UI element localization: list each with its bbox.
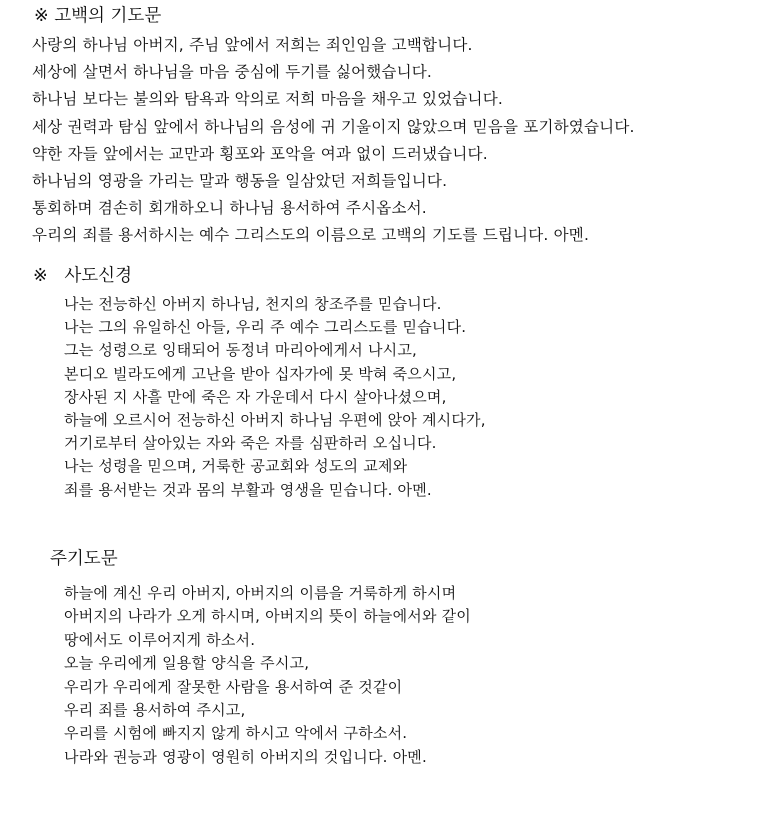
creed-title: 사도신경 (64, 266, 132, 286)
creed-line: 그는 성령으로 잉태되어 동정녀 마리아에게서 나시고, (64, 341, 417, 360)
confession-line: 사랑의 하나님 아버지, 주님 앞에서 저희는 죄인임을 고백합니다. (32, 36, 473, 54)
prayer-title: 주기도문 (50, 549, 118, 569)
confession-line: 하나님의 영광을 가리는 말과 행동을 일삼았던 저희들입니다. (32, 171, 448, 190)
confession-lines (32, 33, 635, 251)
prayer-heading (50, 548, 118, 570)
confession-line: 하나님 보다는 불의와 탐욕과 악의로 저희 마음을 채우고 있었습니다. (32, 90, 503, 109)
confession-line: 우리의 죄를 용서하시는 예수 그리스도의 이름으로 고백의 기도를 드립니다. 아멘. (32, 226, 590, 245)
confession-title: 고백의 기도문 (54, 6, 162, 26)
creed-line: 본디오 빌라도에게 고난을 받아 십자가에 못 박혀 죽으시고, (64, 364, 457, 383)
creed-line: 나는 성령을 믿으며, 거룩한 공교회와 성도의 교제와 (64, 457, 408, 476)
confession-line: 세상에 살면서 하나님을 마음 중심에 두기를 싫어했습니다. (32, 63, 433, 82)
creed-lines (64, 293, 486, 502)
prayer-line: 우리 죄를 용서하여 주시고, (64, 700, 246, 719)
creed-line: 죄를 용서받는 것과 몸의 부활과 영생을 믿습니다. 아멘. (64, 480, 432, 499)
creed-line: 거기로부터 살아있는 자와 죽은 자를 심판하러 오십니다. (64, 434, 437, 453)
prayer-line: 나라와 권능과 영광이 영원히 아버지의 것입니다. 아멘. (64, 747, 427, 766)
prayer-lines (64, 582, 471, 769)
reference-mark-icon: ※ (34, 6, 49, 26)
confession-line: 통회하며 겸손히 회개하오니 하나님 용서하여 주시옵소서. (32, 199, 427, 218)
creed-line: 나는 전능하신 아버지 하나님, 천지의 창조주를 믿습니다. (64, 295, 442, 313)
prayer-line: 우리가 우리에게 잘못한 사람을 용서하여 준 것같이 (64, 677, 403, 696)
creed-heading (33, 265, 132, 287)
confession-line: 세상 권력과 탐심 앞에서 하나님의 음성에 귀 기울이지 않았으며 믿음을 포기하였습니다. (32, 117, 635, 136)
prayer-line: 아버지의 나라가 오게 하시며, 아버지의 뜻이 하늘에서와 같이 (64, 607, 471, 626)
prayer-line: 우리를 시험에 빠지지 않게 하시고 악에서 구하소서. (64, 724, 408, 743)
reference-mark-icon: ※ (33, 266, 48, 286)
prayer-line: 땅에서도 이루어지게 하소서. (64, 630, 256, 649)
confession-line: 약한 자들 앞에서는 교만과 횡포와 포악을 여과 없이 드러냈습니다. (32, 144, 488, 163)
creed-line: 하늘에 오르시어 전능하신 아버지 하나님 우편에 앉아 계시다가, (64, 410, 486, 429)
creed-line: 장사된 지 사흘 만에 죽은 자 가운데서 다시 살아나셨으며, (64, 387, 447, 406)
prayer-line: 오늘 우리에게 일용할 양식을 주시고, (64, 654, 310, 673)
confession-heading (34, 5, 161, 27)
prayer-line: 하늘에 계신 우리 아버지, 아버지의 이름을 거룩하게 하시며 (64, 584, 457, 602)
creed-line: 나는 그의 유일하신 아들, 우리 주 예수 그리스도를 믿습니다. (64, 318, 467, 337)
